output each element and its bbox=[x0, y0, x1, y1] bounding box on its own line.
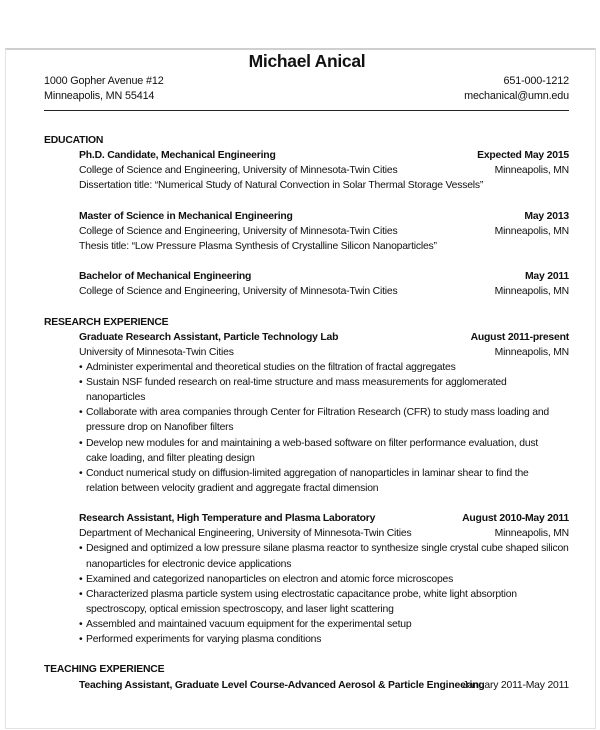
date: January 2011-May 2011 bbox=[462, 679, 569, 691]
research-org-row bbox=[44, 526, 569, 541]
bullet-text: cake loading, and filter pleating design bbox=[86, 452, 255, 464]
role: Research Assistant, High Temperature and Plasma Laboratory bbox=[79, 513, 376, 525]
bullet-line bbox=[44, 390, 569, 405]
bullet-line bbox=[44, 587, 569, 602]
bullet-text: Characterized plasma particle system using electrostatic capacitance probe, white light absorption bbox=[86, 588, 517, 600]
education-degree-row bbox=[44, 269, 569, 284]
section-title: RESEARCH EXPERIENCE bbox=[44, 316, 169, 328]
education-degree-row bbox=[44, 148, 569, 163]
school: College of Science and Engineering, University of Minnesota-Twin Cities bbox=[79, 225, 398, 237]
spacer bbox=[44, 647, 569, 662]
bullet-icon: • bbox=[79, 407, 83, 419]
education-note-row bbox=[44, 239, 569, 254]
bullet-text: Assembled and maintained vacuum equipment for the experimental setup bbox=[86, 619, 412, 630]
phone: 651-000-1212 bbox=[503, 75, 569, 87]
bullet-text: Performed experiments for varying plasma conditions bbox=[86, 634, 322, 646]
email[interactable]: mechanical@umn.edu bbox=[464, 90, 569, 102]
section-title: EDUCATION bbox=[44, 135, 104, 146]
education-note-row bbox=[44, 178, 569, 193]
bullet-text: nanoparticles bbox=[86, 392, 146, 404]
date: August 2011-present bbox=[470, 331, 569, 343]
research-role-row bbox=[44, 330, 569, 345]
school: College of Science and Engineering, University of Minnesota-Twin Cities bbox=[79, 165, 398, 177]
bullet-text: spectroscopy, optical emission spectroscopy, and laser light scattering bbox=[86, 603, 394, 615]
bullet-text: Administer experimental and theoretical studies on the filtration of fractal aggregates bbox=[86, 361, 456, 373]
organization: University of Minnesota-Twin Cities bbox=[79, 346, 234, 358]
bullet-line bbox=[44, 617, 569, 632]
location: Minneapolis, MN bbox=[494, 528, 569, 540]
bullet-line bbox=[44, 557, 569, 572]
bullet-icon: • bbox=[79, 467, 83, 479]
bullet-icon: • bbox=[79, 437, 83, 449]
degree: Ph.D. Candidate, Mechanical Engineering bbox=[79, 150, 276, 162]
education-school-row bbox=[44, 224, 569, 239]
bullet-line bbox=[44, 541, 569, 556]
bullet-icon: • bbox=[79, 588, 83, 600]
research-org-row bbox=[44, 345, 569, 360]
section-title: TEACHING EXPERIENCE bbox=[44, 664, 165, 676]
bullet-line bbox=[44, 572, 569, 587]
bullet-text: Conduct numerical study on diffusion-limited aggregation of nanoparticles in laminar shear to find the bbox=[86, 467, 529, 479]
bullet-icon: • bbox=[79, 361, 83, 373]
address-line-1: 1000 Gopher Avenue #12 bbox=[44, 75, 164, 87]
bullet-text: Develop new modules for and maintaining a web-based software on filter performance evaluation, dust bbox=[86, 437, 539, 449]
teaching-role-row bbox=[44, 678, 569, 693]
degree: Master of Science in Mechanical Engineering bbox=[79, 210, 293, 222]
bullet-line bbox=[44, 436, 569, 451]
bullet-line bbox=[44, 375, 569, 390]
spacer bbox=[44, 299, 569, 314]
bullet-line bbox=[44, 602, 569, 617]
section-heading-education bbox=[44, 133, 569, 148]
education-school-row bbox=[44, 284, 569, 299]
bullet-text: nanoparticles for electronic device applications bbox=[86, 558, 292, 570]
section-heading-research bbox=[44, 315, 569, 330]
school: College of Science and Engineering, University of Minnesota-Twin Cities bbox=[79, 286, 398, 298]
bullet-text: Designed and optimized a low pressure silane plasma reactor to synthesize single crystal cube shaped silicon bbox=[86, 543, 569, 555]
bullet-line bbox=[44, 632, 569, 647]
address-line-2: Minneapolis, MN 55414 bbox=[44, 90, 155, 102]
resume-name: Michael Anical bbox=[248, 51, 366, 71]
role: Teaching Assistant, Graduate Level Course-Advanced Aerosol & Particle Engineering bbox=[79, 679, 485, 691]
bullet-icon: • bbox=[79, 634, 83, 646]
bullet-icon: • bbox=[79, 573, 83, 585]
date: Expected May 2015 bbox=[477, 150, 569, 162]
location: Minneapolis, MN bbox=[494, 286, 569, 298]
header-divider bbox=[44, 110, 569, 111]
role: Graduate Research Assistant, Particle Technology Lab bbox=[79, 331, 339, 343]
location: Minneapolis, MN bbox=[494, 346, 569, 358]
date: May 2011 bbox=[524, 271, 569, 283]
date: August 2010-May 2011 bbox=[462, 513, 569, 525]
bullet-line bbox=[44, 481, 569, 496]
bullet-icon: • bbox=[79, 377, 83, 388]
spacer bbox=[44, 194, 569, 209]
spacer bbox=[44, 254, 569, 269]
bullet-text: relation between velocity gradient and aggregate fractal dimension bbox=[86, 482, 379, 494]
location: Minneapolis, MN bbox=[494, 225, 569, 237]
bullet-text: Sustain NSF funded research on real-time structure and mass measurements for agglomerated bbox=[86, 377, 507, 388]
date: May 2013 bbox=[524, 210, 569, 222]
organization: Department of Mechanical Engineering, University of Minnesota-Twin Cities bbox=[79, 528, 412, 540]
bullet-icon: • bbox=[79, 619, 83, 630]
contact-line-1 bbox=[44, 75, 569, 87]
bullet-line bbox=[44, 360, 569, 375]
spacer bbox=[44, 496, 569, 511]
bullet-line bbox=[44, 405, 569, 420]
bullet-line bbox=[44, 420, 569, 435]
section-heading-teaching bbox=[44, 662, 569, 677]
location: Minneapolis, MN bbox=[494, 165, 569, 177]
bullet-text: Examined and categorized nanoparticles on electron and atomic force microscopes bbox=[86, 573, 454, 585]
bullet-text: pressure drop on Nanofiber filters bbox=[86, 422, 234, 434]
bullet-line bbox=[44, 451, 569, 466]
contact-line-2 bbox=[44, 90, 569, 102]
education-degree-row bbox=[44, 209, 569, 224]
education-school-row bbox=[44, 163, 569, 178]
thesis-title: Thesis title: “Low Pressure Plasma Synthesis of Crystalline Silicon Nanoparticles” bbox=[79, 240, 437, 252]
bullet-icon: • bbox=[79, 543, 83, 555]
thesis-title: Dissertation title: “Numerical Study of Natural Convection in Solar Thermal Storage Vessels” bbox=[79, 180, 484, 192]
research-role-row bbox=[44, 511, 569, 526]
bullet-line bbox=[44, 466, 569, 481]
bullet-text: Collaborate with area companies through Center for Filtration Research (CFR) to study mass loading and bbox=[86, 407, 549, 419]
resume-body bbox=[44, 133, 569, 693]
degree: Bachelor of Mechanical Engineering bbox=[79, 271, 252, 283]
